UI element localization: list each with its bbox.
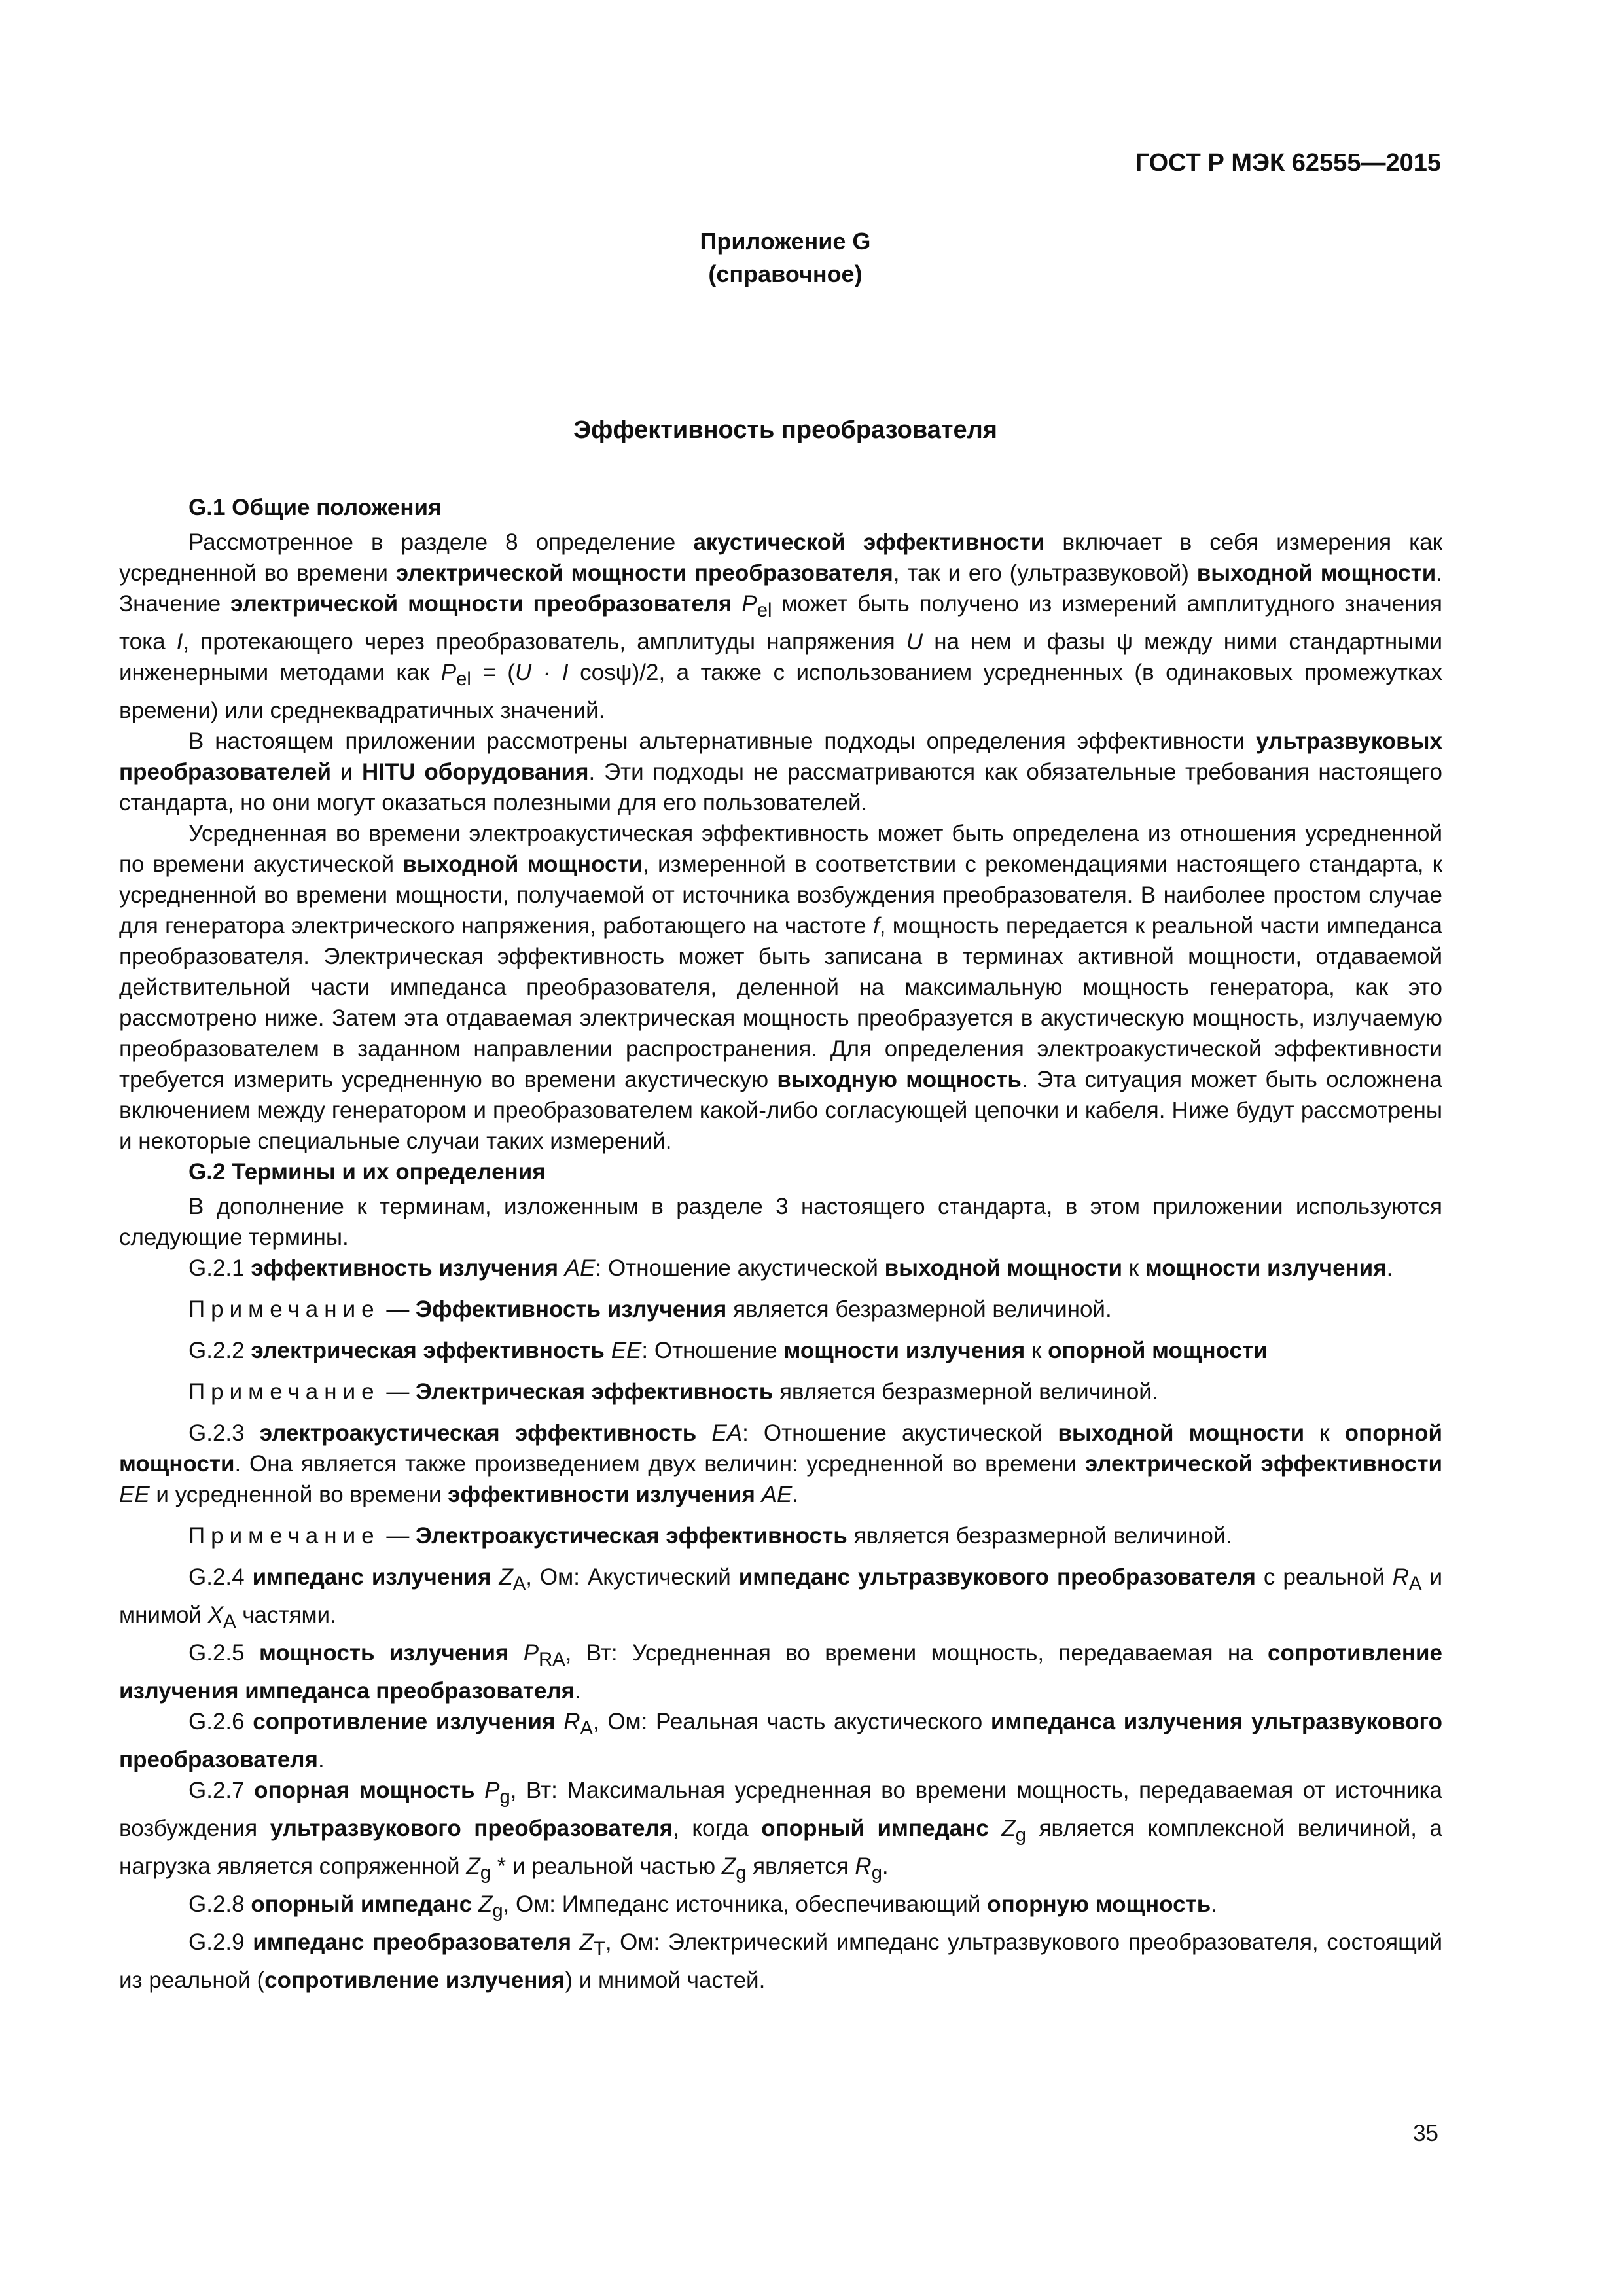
standard-designation: ГОСТ Р МЭК 62555—2015 (1135, 149, 1441, 177)
annex-label: Приложение G (700, 228, 871, 255)
term-definition: G.2.3 электроакустическая эффективность EA: Отношение акустической выходной мощности к опорной мощности. Она является также произведением двух величин: усредненной во времени электрической эффективности EE и усредненной во времени эффективности излучения AE. (119, 1420, 1442, 1507)
annex-title: Эффективность преобразователя (573, 416, 997, 444)
note: Примечание — Электрическая эффективность является безразмерной величиной. (188, 1379, 1158, 1405)
term-definition: G.2.2 электрическая эффективность EE: Отношение мощности излучения к опорной мощности (188, 1338, 1268, 1363)
term-definition: G.2.4 импеданс излучения $Z_A$, Ом: Акустический импеданс ультразвукового преобразователя с реальной $R_A$ и мнимой $X_A$ частями. (119, 1564, 1442, 1632)
paragraph: Рассмотренное в разделе 8 определение акустической эффективности включает в себя измерения как усредненной во времени электрической мощности преобразователя, так и его (ультразвуковой) выходной мощности. Значение электрической мощности преобразователя $P_{el}$ может быть получено из измерений амплитудного значения тока I, протекающего через преобразователь, амплитуды напряжения U на нем и фазы ψ между ними стандартными инженерными методами как $P_{el} = (U \cdot I$ cosψ)/2, а также с использованием усредненных (в одинаковых промежутках времени) или среднеквадратичных значений. (119, 529, 1443, 723)
note: Примечание — Электроакустическая эффективность является безразмерной величиной. (188, 1523, 1233, 1549)
section-heading-g1: G.1 Общие положения (188, 495, 442, 520)
annex-body (119, 492, 1442, 1996)
paragraph: В настоящем приложении рассмотрены альтернативные подходы определения эффективности ультразвуковых преобразователей и HITU оборудования. Эти подходы не рассматриваются как обязательные требования настоящего стандарта, но они могут оказаться полезными для его пользователей. (119, 728, 1443, 816)
term-definition: G.2.1 эффективность излучения AE: Отношение акустической выходной мощности к мощности излучения. (188, 1255, 1393, 1281)
page-number: 35 (1413, 2121, 1438, 2146)
term-definition: G.2.5 мощность излучения $P_{RA}$, Вт: Усредненная во времени мощность, передаваемая на сопротивление излучения импеданса преобразователя. (119, 1640, 1442, 1704)
term-definition: G.2.6 сопротивление излучения $R_A$, Ом: Реальная часть акустического импеданса излучения ультразвукового преобразователя. (119, 1709, 1442, 1772)
paragraph: В дополнение к терминам, изложенным в разделе 3 настоящего стандарта, в этом приложении используются следующие термины. (119, 1194, 1442, 1250)
note: Примечание — Эффективность излучения является безразмерной величиной. (188, 1297, 1112, 1322)
paragraph: Усредненная во времени электроакустическая эффективность может быть определена из отношения усредненной по времени акустической выходной мощности, измеренной в соответствии с рекомендациями настоящего стандарта, к усредненной во времени мощности, получаемой от источника возбуждения преобразователя. В наиболее простом случае для генератора электрического напряжения, работающего на частоте f, мощность передается к реальной части импеданса преобразователя. Электрическая эффективность может быть записана в терминах активной мощности, отдаваемой действительной части импеданса преобразователя, деленной на максимальную мощность генератора, как это рассмотрено ниже. Затем эта отдаваемая электрическая мощность преобразуется в акустическую мощность, излучаемую преобразователем в заданном направлении распространения. Для определения электроакустической эффективности требуется измерить усредненную во времени акустическую выходную мощность. Эта ситуация может быть осложнена включением между генератором и преобразователем какой-либо согласующей цепочки и кабеля. Ниже будут рассмотрены и некоторые специальные случаи таких измерений. (119, 821, 1443, 1154)
term-definition: G.2.7 опорная мощность $P_g$, Вт: Максимальная усредненная во времени мощность, передаваемая от источника возбуждения ультразвукового преобразователя, когда опорный импеданс $Z_g$ является комплексной величиной, а нагрузка является сопряженной $Z_g$ * и реальной частью $Z_g$ является $R_g$. (119, 1778, 1442, 1884)
section-heading-g2: G.2 Термины и их определения (188, 1159, 546, 1185)
term-definition: G.2.9 импеданс преобразователя $Z_T$, Ом: Электрический импеданс ультразвукового преобразователя, состоящий из реальной (сопротивление излучения) и мнимой частей. (119, 1929, 1443, 1993)
annex-heading (0, 225, 1571, 291)
annex-type: (справочное) (708, 260, 863, 287)
term-definition: G.2.8 опорный импеданс $Z_g$, Ом: Импеданс источника, обеспечивающий опорную мощность. (188, 1892, 1217, 1922)
